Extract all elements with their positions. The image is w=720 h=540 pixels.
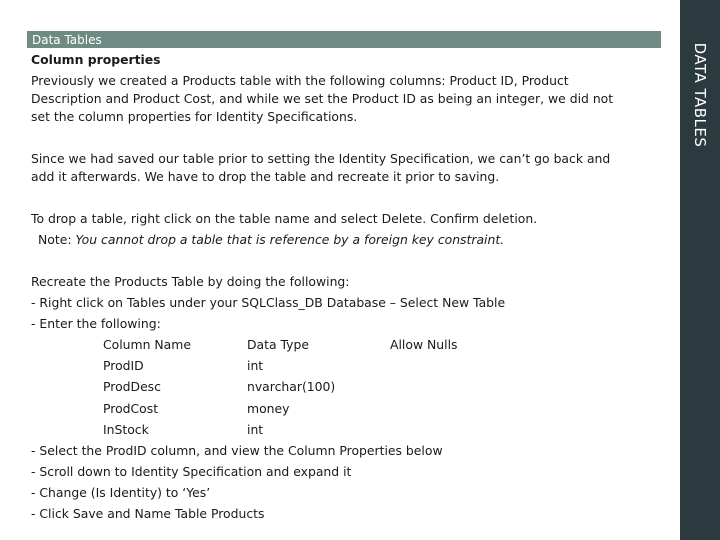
note-line bbox=[38, 231, 504, 249]
data-type-cell: int bbox=[247, 358, 264, 373]
paragraph-line: Previously we created a Products table with the following columns: Product ID, Product bbox=[31, 73, 569, 88]
section-label: Data Tables bbox=[32, 33, 102, 47]
step-item: - Enter the following: bbox=[31, 316, 161, 331]
column-header: Allow Nulls bbox=[390, 337, 458, 352]
section-header-bar bbox=[27, 31, 661, 48]
paragraph-line: To drop a table, right click on the table name and select Delete. Confirm deletion. bbox=[31, 211, 538, 226]
paragraph-line: set the column properties for Identity Specifications. bbox=[31, 109, 358, 124]
step-item: - Scroll down to Identity Specification and expand it bbox=[31, 464, 352, 479]
step-item: - Click Save and Name Table Products bbox=[31, 506, 265, 521]
data-type-cell: nvarchar(100) bbox=[247, 379, 336, 394]
column-name-cell: ProdID bbox=[103, 358, 144, 373]
paragraph-line: Description and Product Cost, and while we set the Product ID as being an integer, we did not bbox=[31, 91, 614, 106]
paragraph-line: add it afterwards. We have to drop the table and recreate it prior to saving. bbox=[31, 169, 500, 184]
side-title-panel bbox=[680, 0, 720, 540]
column-name-cell: ProdDesc bbox=[103, 379, 161, 394]
step-item: - Select the ProdID column, and view the Column Properties below bbox=[31, 443, 443, 458]
column-name-cell: ProdCost bbox=[103, 401, 159, 416]
column-name-cell: InStock bbox=[103, 422, 149, 437]
column-header: Data Type bbox=[247, 337, 309, 352]
page-title: Column properties bbox=[31, 52, 161, 67]
step-item: - Right click on Tables under your SQLClass_DB Database – Select New Table bbox=[31, 295, 506, 310]
note-label: Note: bbox=[38, 232, 72, 247]
data-type-cell: money bbox=[247, 401, 290, 416]
note-text: You cannot drop a table that is reference by a foreign key constraint. bbox=[75, 232, 505, 247]
column-header: Column Name bbox=[103, 337, 191, 352]
step-item: - Change (Is Identity) to ‘Yes’ bbox=[31, 485, 211, 500]
steps-intro: Recreate the Products Table by doing the following: bbox=[31, 274, 350, 289]
paragraph-line: Since we had saved our table prior to setting the Identity Specification, we can’t go back and bbox=[31, 151, 611, 166]
side-title bbox=[680, 0, 720, 160]
data-type-cell: int bbox=[247, 422, 264, 437]
side-title-text: DATA TABLES bbox=[691, 42, 709, 148]
